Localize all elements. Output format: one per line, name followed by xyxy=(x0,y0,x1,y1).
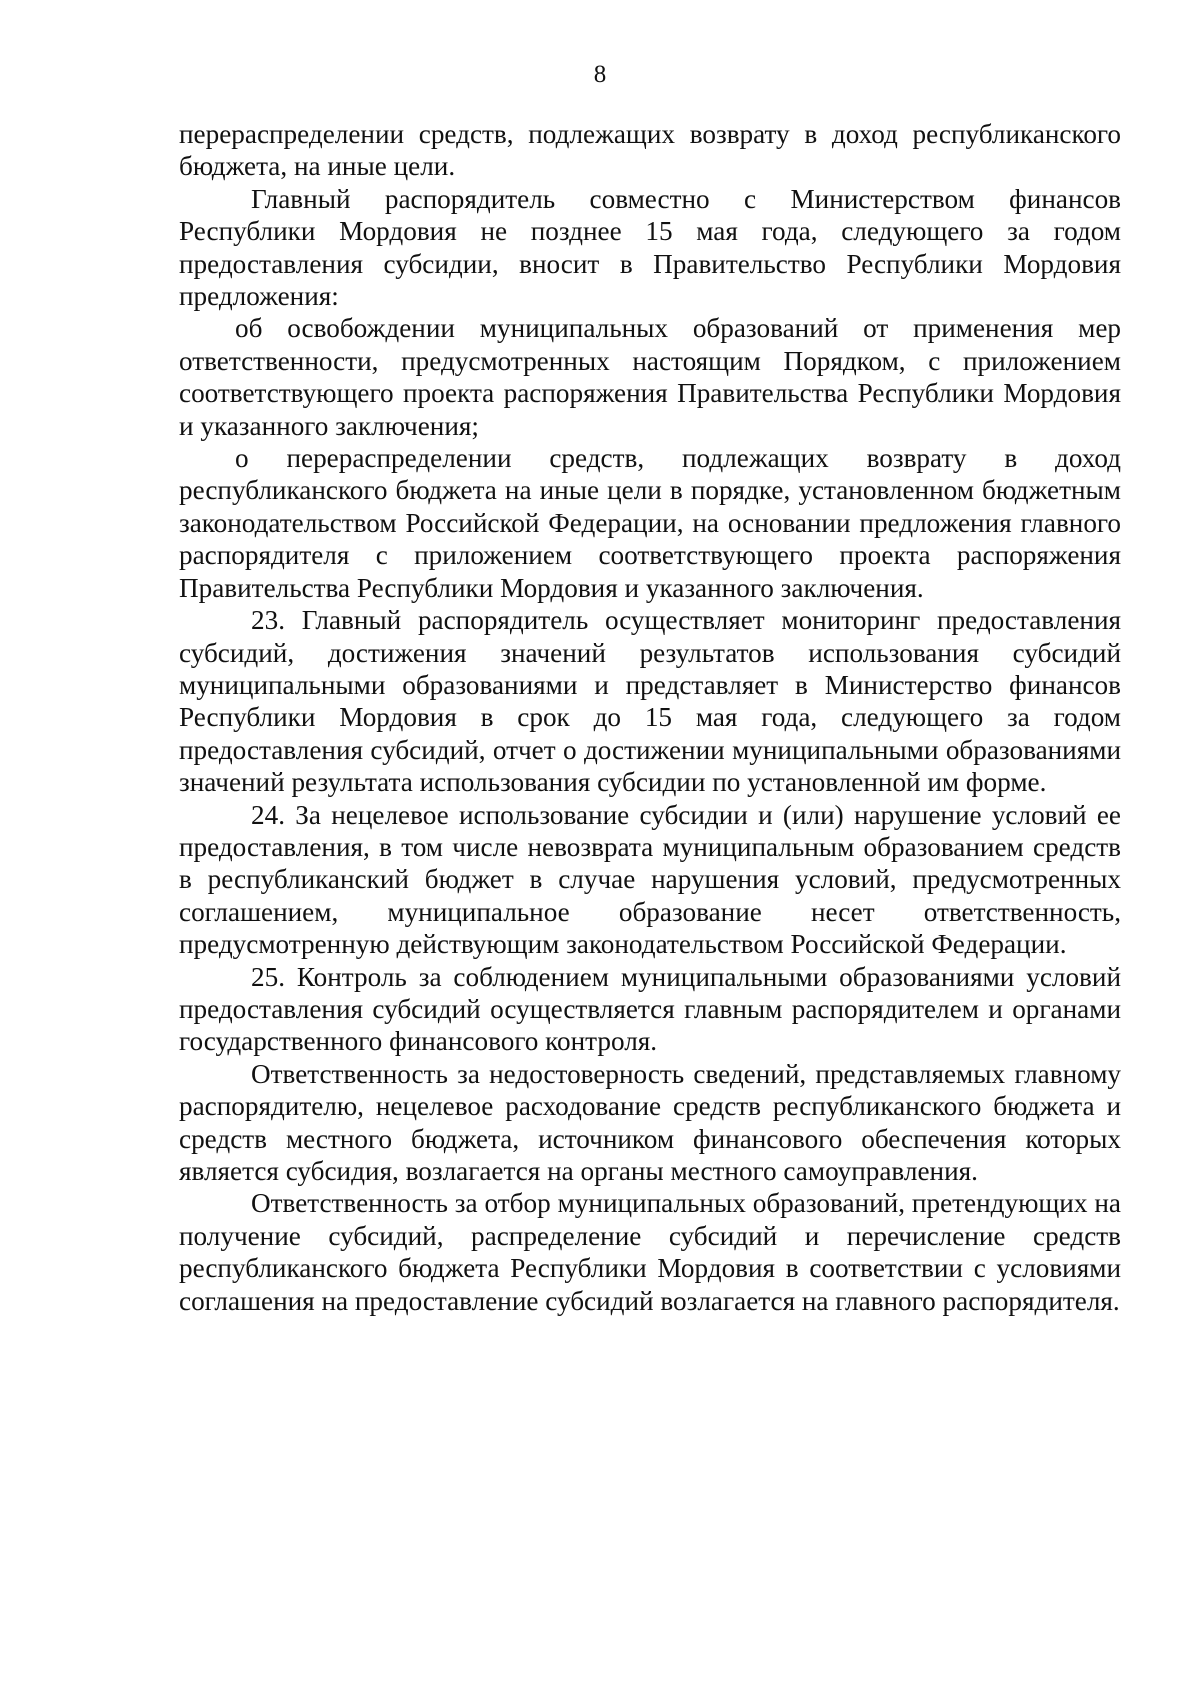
document-body xyxy=(179,118,1121,1317)
paragraph-item-25: 25. Контроль за соблюдением муниципальными образованиями условий предоставления субсидий осуществляется главным распорядителем и органами государственного финансового контроля. xyxy=(179,961,1121,1057)
paragraph-responsibility-accuracy: Ответственность за недостоверность сведений, представляемых главному распорядителю, нецелевое расходование средств республиканского бюджета и средств местного бюджета, источником финансового обеспечения которых является субсидия, возлагается на органы местного самоуправления. xyxy=(179,1058,1121,1186)
paragraph-proposals-intro: Главный распорядитель совместно с Министерством финансов Республики Мордовия не позднее 15 мая года, следующего за годом предоставления субсидии, вносит в Правительство Республики Мордовия предложения: xyxy=(179,183,1121,312)
paragraph-item-24: 24. За нецелевое использование субсидии и (или) нарушение условий ее предоставления, в том числе невозврата муниципальным образованием средств в республиканский бюджет в случае нарушения условий, предусмотренных соглашением, муниципальное образование несет ответственность, предусмотренную действующим законодательством Российской Федерации. xyxy=(179,799,1121,960)
paragraph-item-23: 23. Главный распорядитель осуществляет мониторинг предоставления субсидий, достижения значений результатов использования субсидий муниципальными образованиями и представляет в Министерство финансов Республики Мордовия в срок до 15 мая года, следующего за годом предоставления субсидий, отчет о достижении муниципальными образованиями значений результата использования субсидии по установленной им форме. xyxy=(179,605,1121,798)
paragraph-responsibility-selection: Ответственность за отбор муниципальных образований, претендующих на получение субсидий, распределение субсидий и перечисление средств республиканского бюджета Республики Мордовия в соответствии с условиями соглашения на предоставление субсидий возлагается на главного распорядителя. xyxy=(179,1188,1121,1316)
paragraph-exemption: об освобождении муниципальных образований от применения мер ответственности, предусмотренных настоящим Порядком, с приложением соответствующего проекта распоряжения Правительства Республики Мордовия и указанного заключения; xyxy=(179,313,1121,441)
paragraph-continuation: перераспределении средств, подлежащих возврату в доход республиканского бюджета, на иные цели. xyxy=(179,119,1121,182)
paragraph-redistribution: о перераспределении средств, подлежащих возврату в доход республиканского бюджета на иные цели в порядке, установленном бюджетным законодательством Российской Федерации, на основании предложения главного распорядителя с приложением соответствующего проекта распоряжения Правительства Республики Мордовия и указанного заключения. xyxy=(179,443,1121,603)
page-number: 8 xyxy=(593,61,607,88)
